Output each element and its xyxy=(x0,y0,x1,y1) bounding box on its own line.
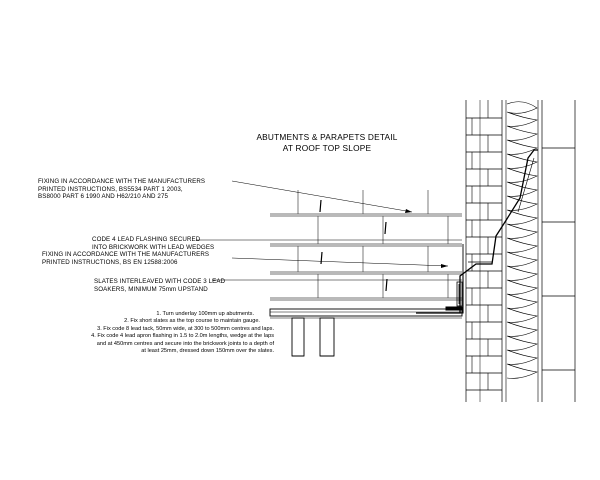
leader-lines xyxy=(196,181,462,280)
annotation-fixing-bs5534 xyxy=(38,178,205,201)
note-item: 3. Fix code 8 lead tack, 50mm wide, at 300 to 500mm centres and laps. xyxy=(97,325,274,332)
note-item: 1. Turn underlay 100mm up abutments. xyxy=(156,311,254,317)
annotation-line: BS8000 PART 6 1990 AND H62/210 AND 275 xyxy=(38,193,169,201)
note-item: 2. Fix short slates as the top course to maintain gauge. xyxy=(124,318,260,325)
annotation-line: FIXING IN ACCORDANCE WITH THE MANUFACTURERS xyxy=(38,178,206,185)
leader-arrowheads xyxy=(405,209,448,268)
cavity-insulation xyxy=(506,100,538,402)
annotation-line: SLATES INTERLEAVED WITH CODE 3 LEAD xyxy=(94,278,226,285)
annotation-line: INTO BRICKWORK WITH LEAD WEDGES xyxy=(92,243,215,251)
outer-brick-leaf xyxy=(466,100,502,402)
note-item: 4. Fix code 4 lead apron flashing in 1.5 to 2.0m lengths, wedge at the laps xyxy=(91,333,274,340)
title-line-2: AT ROOF TOP SLOPE xyxy=(282,142,372,153)
annotation-line: CODE 4 LEAD FLASHING SECURED xyxy=(92,236,201,243)
slate-courses xyxy=(270,190,462,300)
note-item: and at 450mm centres and secure into the brickwork joints to a depth of xyxy=(96,340,274,347)
inner-block-leaf xyxy=(542,100,575,402)
drawing-title xyxy=(252,132,402,153)
annotation-line: SOAKERS, MINIMUM 75mm UPSTAND xyxy=(94,285,208,293)
annotation-fixing-bs-en-12588 xyxy=(42,251,209,266)
annotation-lead-flashing xyxy=(92,236,214,251)
annotation-line: FIXING IN ACCORDANCE WITH THE MANUFACTURERS xyxy=(42,251,210,258)
lead-flashing xyxy=(416,150,538,313)
title-line-1: ABUTMENTS & PARAPETS DETAIL xyxy=(256,132,398,142)
roof-deck xyxy=(270,309,462,356)
annotation-line: PRINTED INSTRUCTIONS, BS5534 PART 1 2003, xyxy=(38,185,183,193)
annotation-slates-soakers xyxy=(94,278,225,293)
annotation-line: PRINTED INSTRUCTIONS, BS EN 12588:2006 xyxy=(42,258,178,266)
construction-notes xyxy=(2,311,274,355)
note-item: at least 25mm, dressed down 150mm over the slates. xyxy=(141,348,274,355)
